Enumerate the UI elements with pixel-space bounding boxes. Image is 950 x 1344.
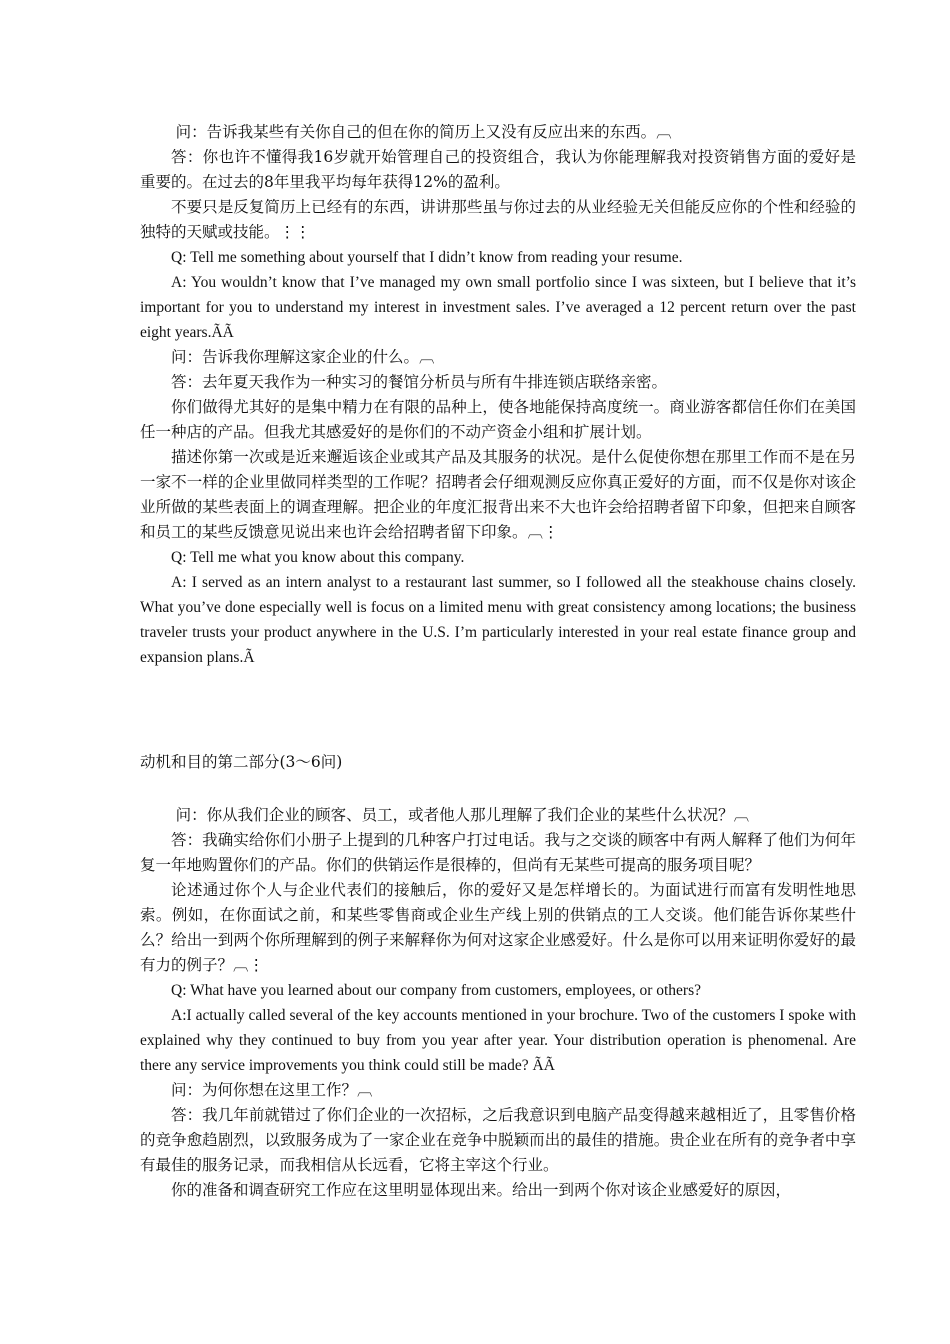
english-answer: A: I served as an intern analyst to a restaurant last summer, so I followed all the steakhouse chains closely. What you’ve done especially well is focus on a limited menu with great consistency among locations; the business traveler trusts your product anywhere in the U.S. I’m particularly interested in your real estate finance group and expansion plans.Ã (140, 574, 856, 666)
question-paragraph: 问：告诉我你理解这家企业的什么。︹ (171, 348, 435, 366)
document-page (140, 120, 856, 1203)
english-question: Q: Tell me something about yourself that I didn’t know from reading your resume. (171, 249, 683, 266)
question-paragraph: 问：你从我们企业的顾客、员工，或者他人那儿理解了我们企业的某些什么状况？︹ (175, 806, 750, 824)
answer-paragraph: 答：去年夏天我作为一种实习的餐馆分析员与所有牛排连锁店联络亲密。 (171, 373, 668, 391)
answer-paragraph: 答：你也许不懂得我16岁就开始管理自己的投资组合，我认为你能理解我对投资销售方面的爱好是重要的。在过去的8年里我平均每年获得12%的盈利。 (140, 148, 856, 191)
answer-paragraph: 答：我确实给你们小册子上提到的几种客户打过电话。我与之交谈的顾客中有两人解释了他们为何年复一年地购置你们的产品。你们的供销运作是很棒的，但尚有无某些可提高的服务项目呢？ (140, 831, 856, 874)
answer-paragraph: 你们做得尤其好的是集中精力在有限的品种上，使各地能保持高度统一。商业游客都信任你们在美国任一种店的产品。但我尤其感爱好的是你们的不动产资金小组和扩展计划。 (140, 398, 856, 441)
advice-paragraph: 描述你第一次或是近来邂逅该企业或其产品及其服务的状况。是什么促使你想在那里工作而不是在另一家不一样的企业里做同样类型的工作呢？招聘者会仔细观测反应你真正爱好的方面，而不仅是你对该企业所做的某些表面上的调查理解。把企业的年度汇报背出来不大也许会给招聘者留下印象，但把来自顾客和员工的某些反馈意见说出来也许会给招聘者留下印象。︹⋮ (140, 448, 856, 541)
spacer (140, 775, 856, 803)
question-paragraph: 问：为何你想在这里工作？︹ (171, 1081, 373, 1099)
english-answer: A: You wouldn’t know that I’ve managed my own small portfolio since I was sixteen, but I believe that it’s important for you to understand my interest in investment sales. I’ve averaged a 12 percent return over the past eight years.ÃÃ (140, 274, 856, 341)
question-paragraph: 问：告诉我某些有关你自己的但在你的简历上又没有反应出来的东西。︹ (175, 123, 672, 141)
answer-paragraph: 答：我几年前就错过了你们企业的一次招标，之后我意识到电脑产品变得越来越相近了，且零售价格的竞争愈趋剧烈，以致服务成为了一家企业在竞争中脱颖而出的最佳的措施。贵企业在所有的竞争者中享有最佳的服务记录，而我相信从长远看，它将主宰这个行业。 (140, 1106, 856, 1174)
advice-paragraph: 论述通过你个人与企业代表们的接触后，你的爱好又是怎样增长的。为面试进行而富有发明性地思索。例如，在你面试之前，和某些零售商或企业生产线上别的供销点的工人交谈。他们能告诉你某些什么？给出一到两个你所理解到的例子来解释你为何对这家企业感爱好。什么是你可以用来证明你爱好的最有力的例子？︹⋮ (140, 881, 856, 974)
english-question: Q: Tell me what you know about this company. (171, 549, 465, 566)
advice-paragraph: 你的准备和调查研究工作应在这里明显体现出来。给出一到两个你对该企业感爱好的原因， (171, 1181, 792, 1199)
advice-paragraph: 不要只是反复简历上已经有的东西，讲讲那些虽与你过去的从业经验无关但能反应你的个性和经验的独特的天赋或技能。⋮⋮ (140, 198, 856, 241)
section-heading: 动机和目的第二部分(3～6问) (140, 753, 343, 771)
spacer (140, 670, 856, 750)
english-answer: A:I actually called several of the key accounts mentioned in your brochure. Two of the customers I spoke with explained why they continued to buy from you year after year. Your distribution operation is phenomenal. Are there any service improvements you think could still be made? ÃÃ (140, 1007, 856, 1074)
english-question: Q: What have you learned about our company from customers, employees, or others? (171, 982, 701, 999)
